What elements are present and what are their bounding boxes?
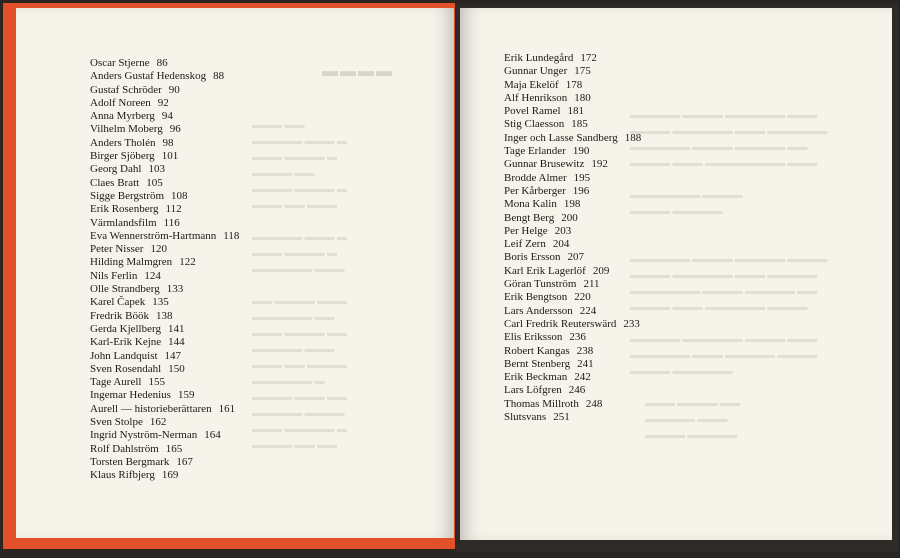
entry-title: Karl-Erik Kejne (90, 336, 162, 349)
entry-title: Anders Tholén (90, 136, 156, 149)
entry-title: Adolf Noreen (90, 96, 151, 109)
contents-entry (90, 217, 239, 230)
entry-title: Bengt Berg (504, 211, 555, 224)
contents-entry (504, 345, 641, 358)
entry-page-number: 86 (156, 57, 168, 69)
contents-entry (504, 291, 641, 304)
contents-entry (90, 97, 239, 110)
entry-title: Thomas Millroth (504, 397, 579, 410)
contents-entry (90, 230, 239, 243)
entry-page-number: 200 (561, 211, 578, 224)
entry-title: Gunnar Unger (504, 65, 568, 78)
entry-page-number: 169 (161, 469, 179, 482)
contents-entry (90, 70, 239, 83)
entry-page-number: 116 (163, 216, 180, 229)
entry-title: Torsten Bergmark (90, 455, 170, 468)
entry-page-number: 120 (150, 243, 167, 256)
entry-title: Aurell — historieberättaren (90, 402, 212, 415)
entry-page-number: 92 (157, 96, 169, 109)
contents-entry (504, 145, 641, 158)
contents-entry (90, 57, 239, 70)
contents-entry (90, 363, 239, 376)
contents-entry (504, 198, 641, 211)
contents-entry (504, 92, 641, 105)
contents-entry (90, 416, 239, 429)
contents-entry (504, 384, 641, 397)
entry-title: Ingemar Hedenius (90, 389, 171, 402)
contents-entry (90, 429, 239, 442)
entry-title: Klaus Rifbjerg (90, 469, 155, 482)
show-through-heading: ▬▬▬▬ (322, 63, 394, 80)
contents-entry (504, 358, 641, 371)
entry-page-number: 172 (580, 52, 597, 64)
contents-entry (90, 270, 239, 283)
entry-title: Oscar Stjerne (90, 57, 150, 69)
entry-page-number: 122 (179, 256, 196, 269)
entry-page-number: 112 (165, 203, 182, 216)
entry-page-number: 190 (572, 145, 590, 158)
contents-entry (90, 123, 239, 136)
contents-entry (504, 238, 641, 251)
entry-title: Erik Bengtson (504, 291, 568, 304)
entry-title: Peter Nisser (90, 243, 144, 256)
entry-title: Maja Ekelöf (504, 78, 559, 91)
entry-page-number: 164 (204, 429, 221, 442)
entry-page-number: 238 (576, 344, 594, 357)
contents-entry (504, 132, 641, 145)
entry-page-number: 138 (155, 309, 173, 322)
entry-page-number: 209 (592, 264, 610, 277)
entry-page-number: 94 (161, 110, 173, 123)
entry-title: Brodde Almer (504, 171, 567, 184)
entry-title: Bernt Stenberg (504, 357, 571, 370)
entry-page-number: 124 (144, 269, 161, 282)
contents-entry (90, 137, 239, 150)
contents-entry (504, 331, 641, 344)
entry-page-number: 178 (565, 78, 583, 91)
entry-title: Anders Gustaf Hedenskog (90, 70, 207, 83)
entry-title: Per Kårberger (504, 184, 566, 197)
entry-page-number: 96 (169, 123, 181, 136)
contents-entry (90, 310, 239, 323)
entry-page-number: 108 (171, 189, 188, 202)
entry-title: Nils Ferlin (90, 269, 138, 282)
entry-page-number: 105 (146, 176, 163, 189)
entry-title: Tage Erlander (504, 145, 566, 158)
entry-page-number: 141 (167, 322, 185, 335)
entry-title: Erik Lundegård (504, 52, 574, 64)
contents-entry (504, 305, 641, 318)
entry-title: Gustaf Schröder (90, 83, 162, 96)
entry-page-number: 236 (569, 331, 586, 344)
entry-page-number: 195 (573, 171, 591, 184)
entry-page-number: 188 (624, 131, 642, 144)
entry-page-number: 135 (152, 296, 169, 309)
right-page (460, 8, 892, 540)
contents-entry (90, 190, 239, 203)
entry-title: Povel Ramel (504, 105, 561, 118)
contents-list-left (90, 57, 239, 483)
contents-list-right (504, 52, 641, 424)
entry-page-number: 233 (623, 317, 640, 330)
contents-entry (90, 283, 239, 296)
entry-page-number: 192 (591, 158, 608, 171)
entry-page-number: 248 (585, 397, 603, 410)
contents-entry (504, 118, 641, 131)
entry-title: Sigge Bergström (90, 189, 165, 202)
entry-page-number: 175 (574, 65, 591, 78)
entry-page-number: 103 (148, 163, 165, 176)
entry-title: Hilding Malmgren (90, 256, 173, 269)
contents-entry (504, 105, 641, 118)
entry-page-number: 224 (579, 304, 597, 317)
entry-page-number: 155 (148, 376, 165, 389)
contents-entry (504, 65, 641, 78)
entry-title: Karel Čapek (90, 296, 146, 309)
contents-entry (504, 52, 641, 65)
contents-entry (90, 110, 239, 123)
entry-title: Elis Eriksson (504, 331, 563, 344)
entry-title: Slutsvans (504, 411, 547, 424)
entry-page-number: 203 (554, 224, 572, 237)
entry-title: Boris Ersson (504, 251, 561, 264)
entry-title: Erik Rosenberg (90, 203, 159, 216)
entry-title: Sven Stolpe (90, 416, 143, 429)
entry-title: Per Helge (504, 224, 548, 237)
entry-page-number: 150 (168, 362, 185, 375)
contents-entry (504, 79, 641, 92)
contents-entry (504, 371, 641, 384)
entry-page-number: 118 (223, 229, 240, 242)
entry-page-number: 185 (571, 118, 588, 131)
entry-title: Sven Rosendahl (90, 362, 162, 375)
entry-page-number: 161 (218, 402, 236, 415)
entry-title: Mona Kalin (504, 198, 557, 211)
contents-entry (90, 84, 239, 97)
entry-page-number: 144 (168, 336, 185, 349)
entry-page-number: 165 (165, 442, 183, 455)
entry-title: Gunnar Brusewitz (504, 158, 585, 171)
contents-entry (90, 150, 239, 163)
entry-page-number: 198 (563, 198, 581, 211)
entry-title: Anna Myrberg (90, 110, 155, 123)
contents-entry (504, 318, 641, 331)
entry-page-number: 90 (168, 83, 180, 96)
entry-title: Georg Dahl (90, 163, 142, 176)
contents-entry (504, 185, 641, 198)
entry-title: Tage Aurell (90, 376, 142, 389)
entry-title: Carl Fredrik Reuterswärd (504, 317, 617, 330)
entry-page-number: 181 (567, 105, 585, 118)
entry-title: Stig Claesson (504, 118, 565, 131)
entry-page-number: 159 (177, 389, 195, 402)
contents-entry (90, 296, 239, 309)
entry-page-number: 251 (553, 411, 570, 424)
contents-entry (504, 172, 641, 185)
entry-title: Inger och Lasse Sandberg (504, 131, 618, 144)
entry-title: Lars Andersson (504, 304, 573, 317)
contents-entry (90, 389, 239, 402)
entry-title: Leif Zern (504, 238, 546, 251)
contents-entry (90, 177, 239, 190)
entry-page-number: 246 (568, 384, 586, 397)
entry-title: Robert Kangas (504, 344, 570, 357)
entry-title: Karl Erik Lagerlöf (504, 264, 586, 277)
contents-entry (90, 443, 239, 456)
contents-entry (90, 403, 239, 416)
entry-title: Vilhelm Moberg (90, 123, 163, 136)
entry-title: Fredrik Böök (90, 309, 149, 322)
entry-title: Olle Strandberg (90, 283, 160, 296)
entry-page-number: 98 (162, 136, 174, 149)
entry-title: Claes Bratt (90, 176, 140, 189)
contents-entry (90, 323, 239, 336)
entry-title: John Landquist (90, 349, 158, 362)
contents-entry (504, 158, 641, 171)
entry-title: Värmlandsfilm (90, 216, 157, 229)
entry-page-number: 162 (149, 416, 167, 429)
entry-page-number: 242 (574, 371, 591, 384)
entry-page-number: 207 (567, 251, 585, 264)
contents-entry (90, 256, 239, 269)
show-through-text: ▬▬▬ ▬▬ ▬▬▬▬▬ ▬▬▬ ▬ ▬▬▬ ▬▬▬▬ ▬ ▬▬▬▬ ▬▬ ▬▬▬▬ ▬▬▬▬ ▬ ▬▬▬ ▬▬ ▬▬▬ ▬▬▬▬▬ ▬▬▬ ▬ ▬▬▬ ▬▬▬▬ ▬ ▬▬▬▬▬▬ ▬▬▬ ▬▬ ▬▬▬▬ ▬▬▬ ▬▬▬▬▬▬ ▬▬ ▬▬▬ ▬▬▬▬ ▬▬ ▬▬▬▬▬ ▬▬▬ ▬▬▬ ▬▬ ▬▬▬▬ ▬▬▬▬▬▬ ▬ ▬▬▬▬ ▬▬▬ ▬▬ ▬▬▬▬▬ ▬▬▬▬ ▬▬▬ ▬▬▬▬▬ ▬ ▬▬▬▬ ▬▬ ▬▬ (252, 120, 347, 451)
entry-page-number: 220 (574, 291, 591, 304)
entry-page-number: 133 (166, 283, 184, 296)
entry-title: Birger Sjöberg (90, 150, 155, 163)
entry-title: Eva Wennerström-Hartmann (90, 229, 217, 242)
contents-entry (90, 350, 239, 363)
contents-entry (90, 469, 239, 482)
contents-entry (90, 456, 239, 469)
entry-page-number: 88 (213, 70, 225, 83)
entry-title: Erik Beckman (504, 371, 568, 384)
contents-entry (504, 212, 641, 225)
contents-entry (90, 243, 239, 256)
entry-page-number: 101 (161, 150, 179, 163)
left-page (16, 8, 454, 538)
entry-page-number: 196 (572, 184, 590, 197)
show-through-text: ▬▬▬▬▬ ▬▬▬▬ ▬▬▬▬▬▬ ▬▬▬ ▬▬▬▬ ▬▬▬▬▬▬ ▬▬▬ ▬▬▬▬▬▬ ▬▬▬▬▬▬ ▬▬▬▬ ▬▬▬▬▬ ▬▬ ▬▬▬▬ ▬▬▬ ▬▬▬▬▬▬▬▬ ▬▬▬ ▬▬▬▬▬▬▬ ▬▬▬▬ ▬▬▬▬ ▬▬▬▬▬ ▬▬▬▬▬▬ ▬▬▬▬ ▬▬▬▬▬ ▬▬▬▬ ▬▬▬▬ ▬▬▬▬▬▬ ▬▬▬ ▬▬▬▬▬ ▬▬▬▬▬▬▬ ▬▬▬▬ ▬▬▬▬▬ ▬▬ ▬▬▬▬ ▬▬▬ ▬▬▬▬▬▬ ▬▬▬▬ ▬▬▬▬▬ ▬▬▬▬▬▬ ▬▬▬▬ ▬▬▬ ▬▬▬▬▬▬ ▬▬▬ ▬▬▬▬▬ ▬▬▬▬ ▬▬▬▬ ▬▬▬▬▬▬ ▬▬▬ ▬▬▬▬ ▬▬ ▬▬▬▬▬ ▬▬▬ ▬▬▬▬ ▬▬▬▬▬ (630, 110, 828, 441)
entry-title: Lars Löfgren (504, 384, 562, 397)
entry-title: Göran Tunström (504, 278, 577, 291)
contents-entry (504, 265, 641, 278)
contents-entry (90, 336, 239, 349)
entry-page-number: 211 (583, 278, 600, 291)
contents-entry (90, 376, 239, 389)
entry-page-number: 167 (176, 455, 193, 468)
entry-page-number: 180 (574, 91, 591, 104)
contents-entry (504, 225, 641, 238)
contents-entry (90, 163, 239, 176)
entry-title: Rolf Dahlström (90, 442, 159, 455)
entry-page-number: 241 (577, 357, 594, 370)
entry-title: Alf Henrikson (504, 91, 568, 104)
entry-title: Gerda Kjellberg (90, 322, 161, 335)
contents-entry (504, 411, 641, 424)
contents-entry (504, 278, 641, 291)
entry-page-number: 204 (552, 238, 570, 251)
entry-title: Ingrid Nyström-Nerman (90, 429, 198, 442)
contents-entry (90, 203, 239, 216)
entry-page-number: 147 (164, 349, 182, 362)
contents-entry (504, 398, 641, 411)
contents-entry (504, 251, 641, 264)
